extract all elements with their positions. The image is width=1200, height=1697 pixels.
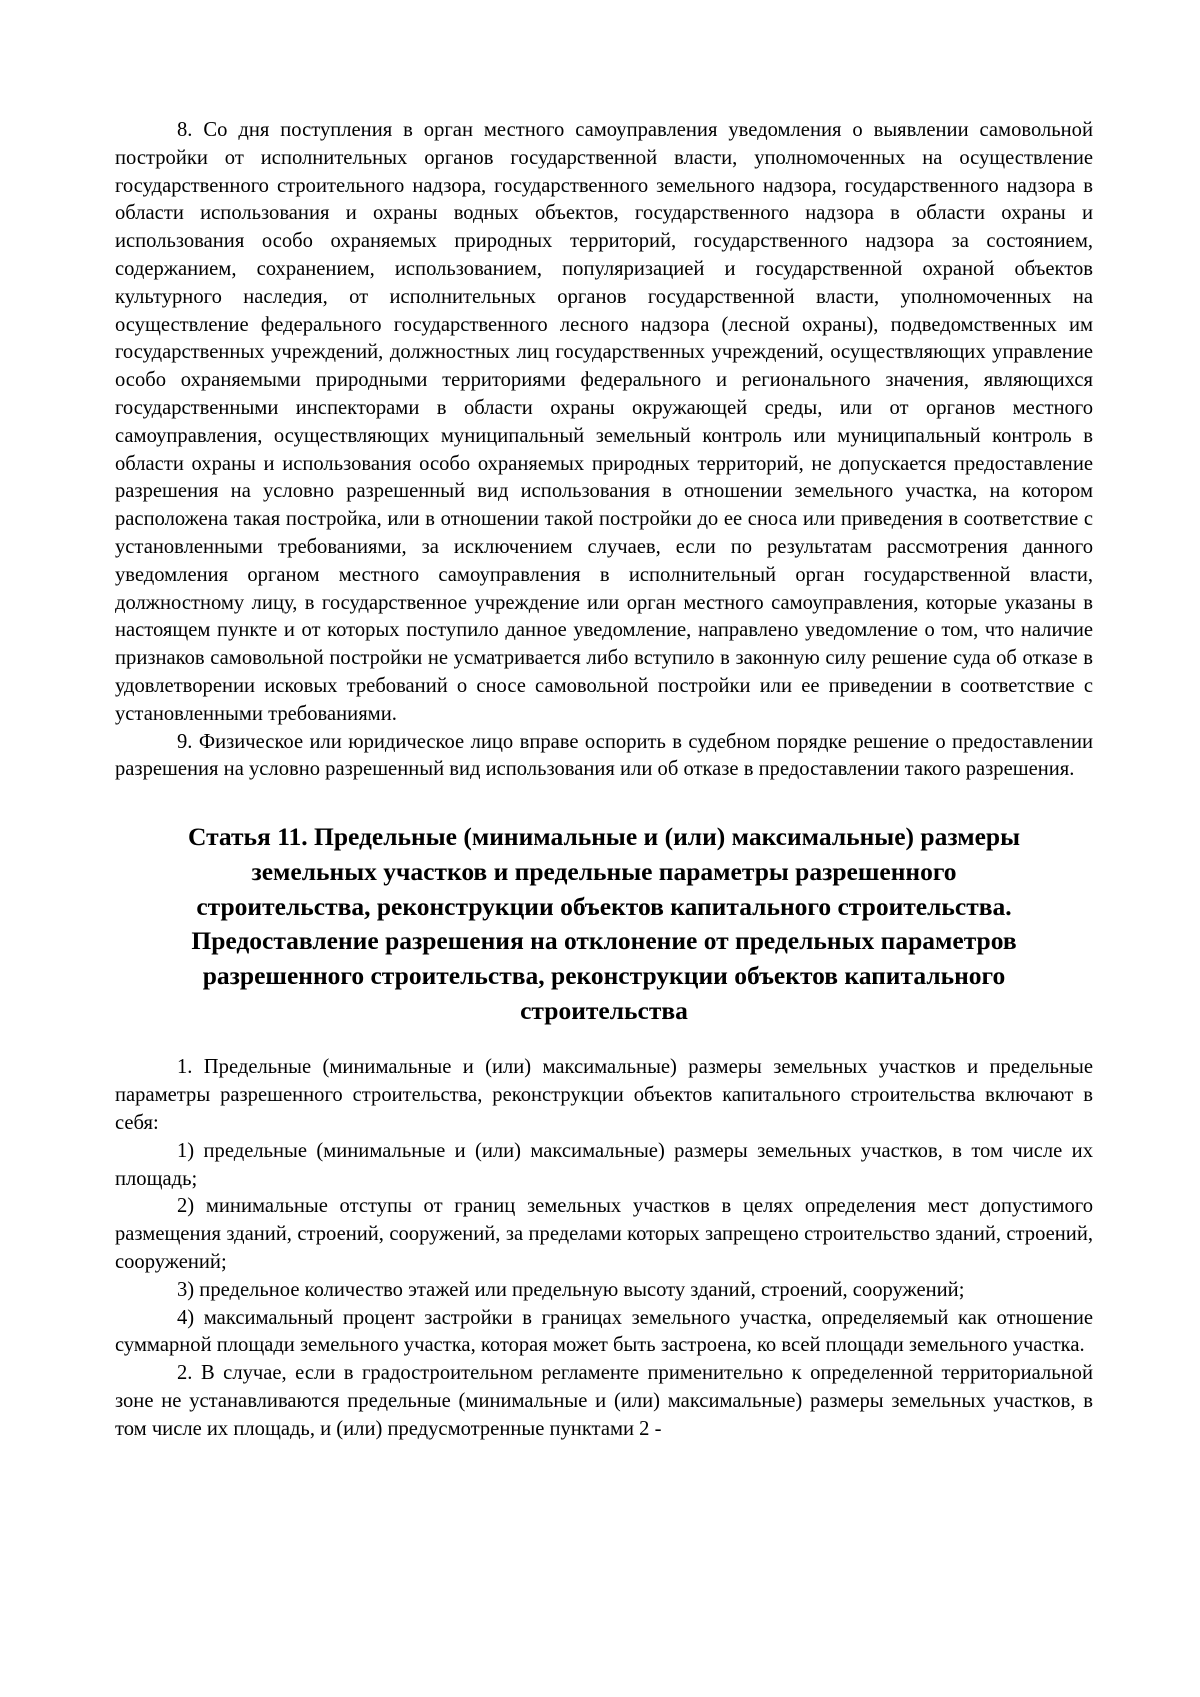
paragraph-8: 8. Со дня поступления в орган местного самоуправления уведомления о выявлении самовольной постройки от исполнительных органов государственной власти, уполномоченных на осуществление государственного строительного надзора, государственного земельного надзора, государственного надзора в области использования и охраны водных объектов, государственного надзора в области охраны и использования особо охраняемых природных территорий, государственного надзора за состоянием, содержанием, сохранением, использованием, популяризацией и государственной охраной объектов культурного наследия, от исполнительных органов государственной власти, уполномоченных на осуществление федерального государственного лесного надзора (лесной охраны), подведомственных им государственных учреждений, должностных лиц государственных учреждений, осуществляющих управление особо охраняемыми природными территориями федерального и регионального значения, являющихся государственными инспекторами в области охраны окружающей среды, или от органов местного самоуправления, осуществляющих муниципальный земельный контроль или муниципальный контроль в области охраны и использования особо охраняемых природных территорий, не допускается предоставление разрешения на условно разрешенный вид использования в отношении земельного участка, на котором расположена такая постройка, или в отношении такой постройки до ее сноса или приведения в соответствие с установленными требованиями, за исключением случаев, если по результатам рассмотрения данного уведомления органом местного самоуправления в исполнительный орган государственной власти, должностному лицу, в государственное учреждение или орган местного самоуправления, которые указаны в настоящем пункте и от которых поступило данное уведомление, направлено уведомление о том, что наличие признаков самовольной постройки не усматривается либо вступило в законную силу решение суда об отказе в удовлетворении исковых требований о сносе самовольной постройки или ее приведении в соответствие с установленными требованиями. bbox=[115, 119, 1093, 725]
article-title-line: Предоставление разрешения на отклонение от предельных параметров bbox=[191, 926, 1017, 956]
article-title-line: Статья 11. Предельные (минимальные и (или) максимальные) размеры bbox=[188, 822, 1020, 852]
article-11-title bbox=[115, 820, 1093, 1028]
list-item-3: 3) предельное количество этажей или предельную высоту зданий, строений, сооружений; bbox=[177, 1278, 965, 1301]
paragraph-9: 9. Физическое или юридическое лицо вправе оспорить в судебном порядке решение о предоставлении разрешения на условно разрешенный вид использования или об отказе в предоставлении такого разрешения. bbox=[115, 730, 1093, 781]
list-item-1: 1) предельные (минимальные и (или) максимальные) размеры земельных участков, в том числе их площадь; bbox=[115, 1139, 1093, 1190]
article-title-line: строительства, реконструкции объектов капитального строительства. bbox=[196, 891, 1012, 921]
list-item-2: 2) минимальные отступы от границ земельных участков в целях определения мест допустимого размещения зданий, строений, сооружений, за пределами которых запрещено строительство зданий, строений, сооружений; bbox=[115, 1195, 1093, 1273]
list-item-4: 4) максимальный процент застройки в границах земельного участка, определяемый как отношение суммарной площади земельного участка, которая может быть застроена, ко всей площади земельного участка. bbox=[115, 1306, 1093, 1357]
paragraph-2: 2. В случае, если в градостроительном регламенте применительно к определенной территориальной зоне не устанавливаются предельные (минимальные и (или) максимальные) размеры земельных участков, в том числе их площадь, и (или) предусмотренные пунктами 2 - bbox=[115, 1362, 1093, 1440]
document-page bbox=[115, 117, 1093, 1444]
article-title-line: земельных участков и предельные параметры разрешенного bbox=[251, 856, 957, 886]
article-title-line: разрешенного строительства, реконструкции объектов капитального bbox=[202, 960, 1006, 990]
article-title-line: строительства bbox=[520, 995, 688, 1025]
paragraph-1: 1. Предельные (минимальные и (или) максимальные) размеры земельных участков и предельные параметры разрешенного строительства, реконструкции объектов капитального строительства включают в себя: bbox=[115, 1056, 1093, 1134]
